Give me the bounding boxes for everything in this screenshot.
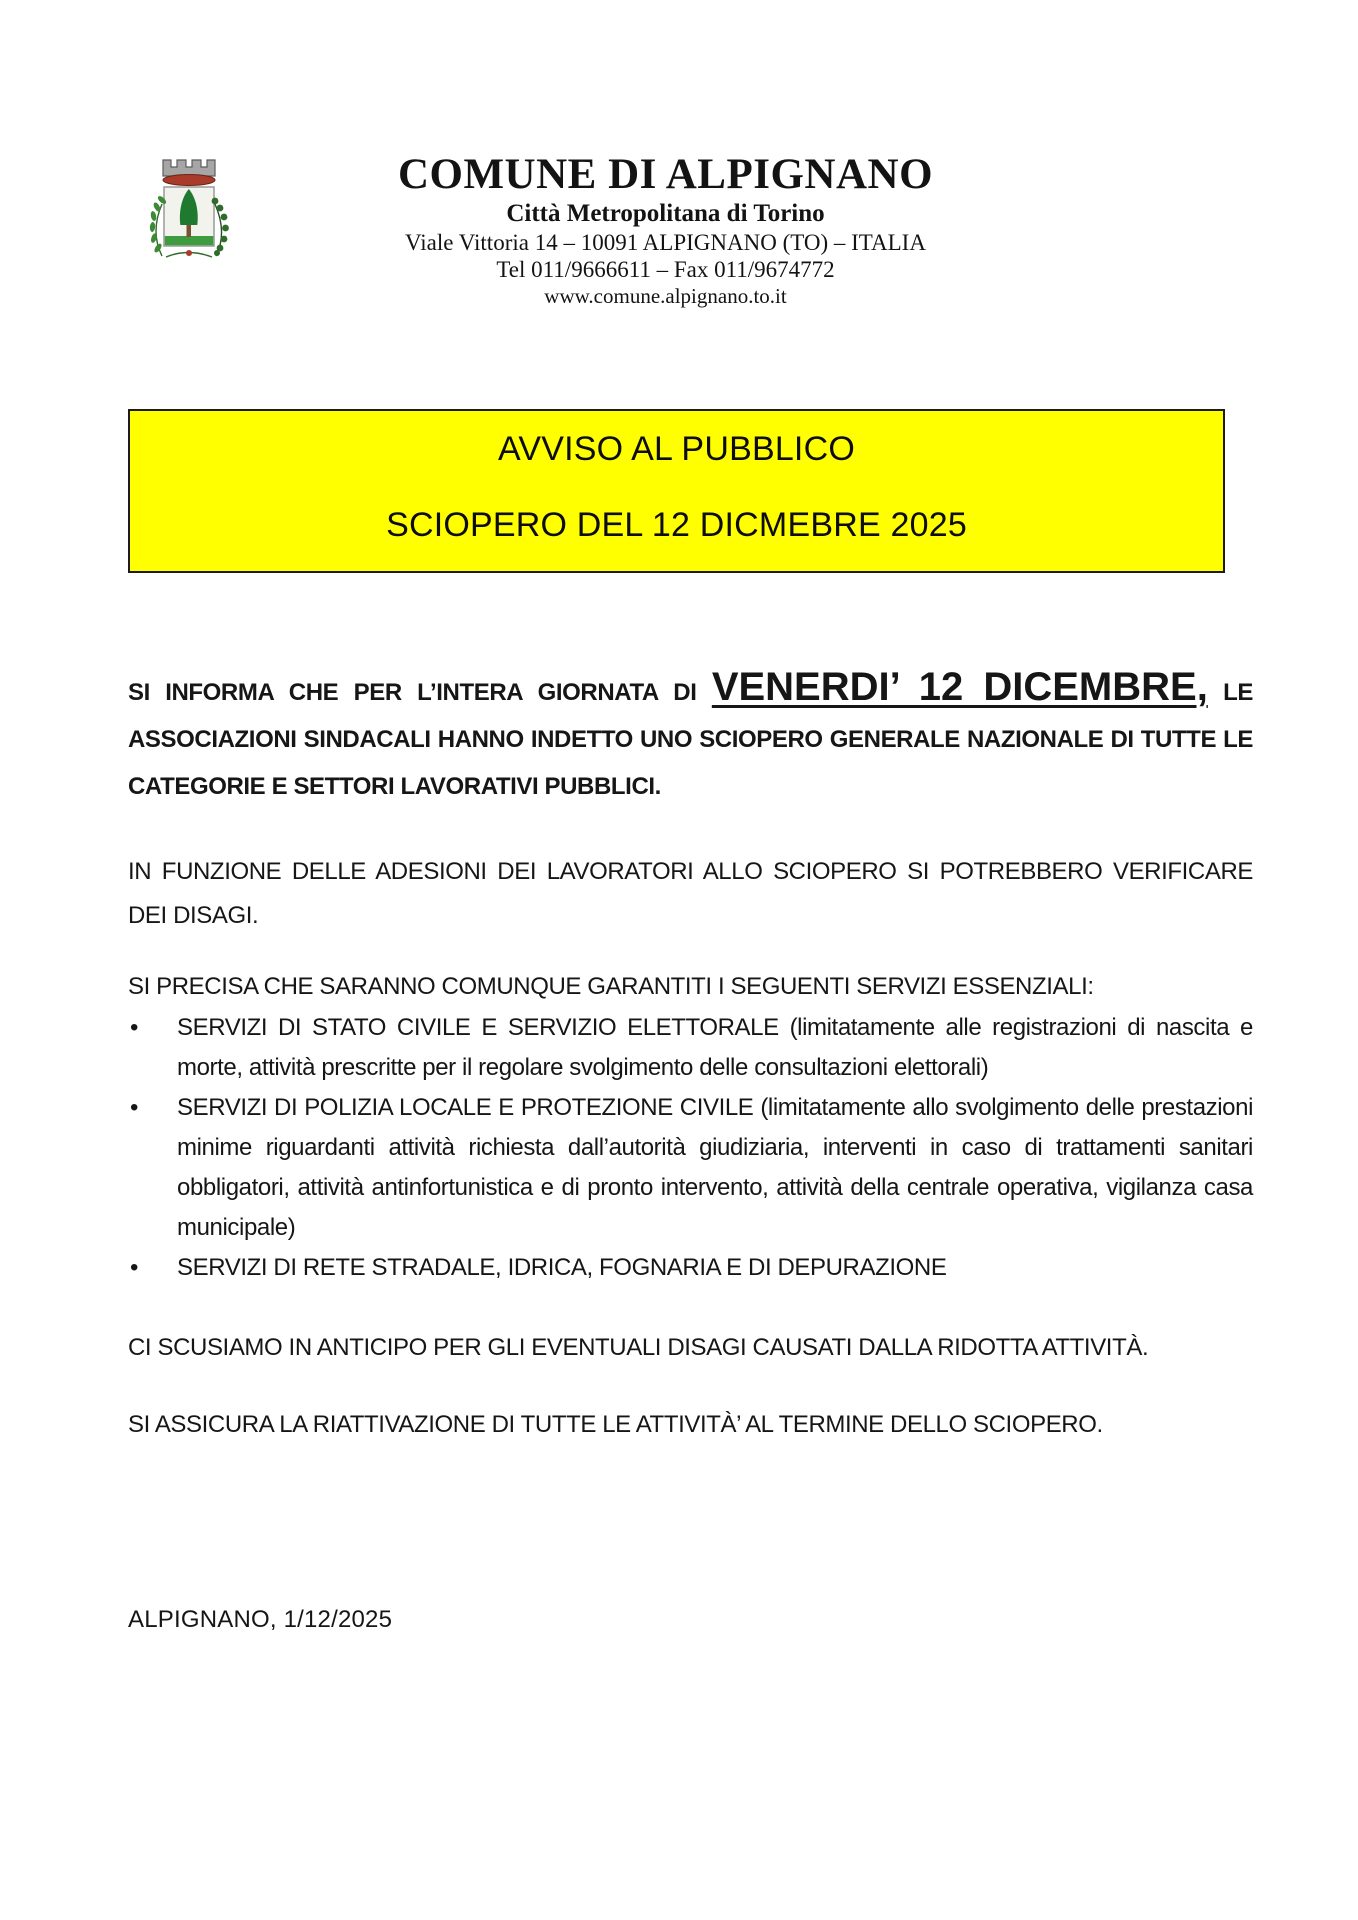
service-item: • SERVIZI DI STATO CIVILE E SERVIZIO ELETTORALE (limitatamente alle registrazioni di nascita e morte, attività prescritte per il regolare svolgimento delle consultazioni elettorali): [128, 1008, 1253, 1088]
disruption-paragraph: IN FUNZIONE DELLE ADESIONI DEI LAVORATORI ALLO SCIOPERO SI POTREBBERO VERIFICARE DEI DISAGI.: [128, 858, 1253, 929]
website-line: www.comune.alpignano.to.it: [544, 284, 787, 308]
reactivation-paragraph: SI ASSICURA LA RIATTIVAZIONE DI TUTTE LE ATTIVITÀ’ AL TERMINE DELLO SCIOPERO.: [128, 1411, 1103, 1438]
metropolitan-city-subtitle: Città Metropolitana di Torino: [506, 200, 825, 227]
letterhead: [128, 152, 1203, 309]
apology-paragraph: CI SCUSIAMO IN ANTICIPO PER GLI EVENTUALI DISAGI CAUSATI DALLA RIDOTTA ATTIVITÀ.: [128, 1334, 1149, 1361]
guaranteed-services-intro: SI PRECISA CHE SARANNO COMUNQUE GARANTITI I SEGUENTI SERVIZI ESSENZIALI:: [128, 973, 1094, 1000]
phone-fax-line: Tel 011/9666611 – Fax 011/9674772: [496, 257, 835, 282]
intro-paragraph: [128, 664, 1253, 810]
banner-subject: SCIOPERO DEL 12 DICMEBRE 2025: [386, 506, 967, 544]
place-date-line: ALPIGNANO, 1/12/2025: [128, 1606, 393, 1633]
bullet-icon: •: [130, 1014, 139, 1041]
notice-banner: [128, 409, 1225, 573]
service-item: • SERVIZI DI RETE STRADALE, IDRICA, FOGNARIA E DI DEPURAZIONE: [128, 1248, 1253, 1288]
banner-title: AVVISO AL PUBBLICO: [498, 430, 855, 468]
bullet-icon: •: [130, 1254, 139, 1281]
bullet-icon: •: [130, 1094, 139, 1121]
service-item: • SERVIZI DI POLIZIA LOCALE E PROTEZIONE CIVILE (limitatamente allo svolgimento delle prestazioni minime riguardanti attività richiesta dall’autorità giudiziaria, interventi in caso di trattamenti sanitari obbligatori, attività antinfortunistica e di pronto intervento, attività della centrale operativa, vigilanza casa municipale): [128, 1088, 1253, 1248]
strike-date-highlight: VENERDI’ 12 DICEMBRE,: [711, 665, 1208, 709]
intro-text-before: SI INFORMA CHE PER L’INTERA GIORNATA DI: [128, 679, 712, 706]
guaranteed-services-list: [128, 1008, 1253, 1288]
municipality-title: COMUNE DI ALPIGNANO: [397, 151, 934, 198]
intro-text-after: LE ASSOCIAZIONI SINDACALI HANNO INDETTO UNO SCIOPERO GENERALE NAZIONALE DI TUTTE LE CATEGORIE E SETTORI LAVORATIVI PUBBLICI.: [128, 679, 1254, 800]
address-line: Viale Vittoria 14 – 10091 ALPIGNANO (TO) – ITALIA: [405, 230, 926, 255]
